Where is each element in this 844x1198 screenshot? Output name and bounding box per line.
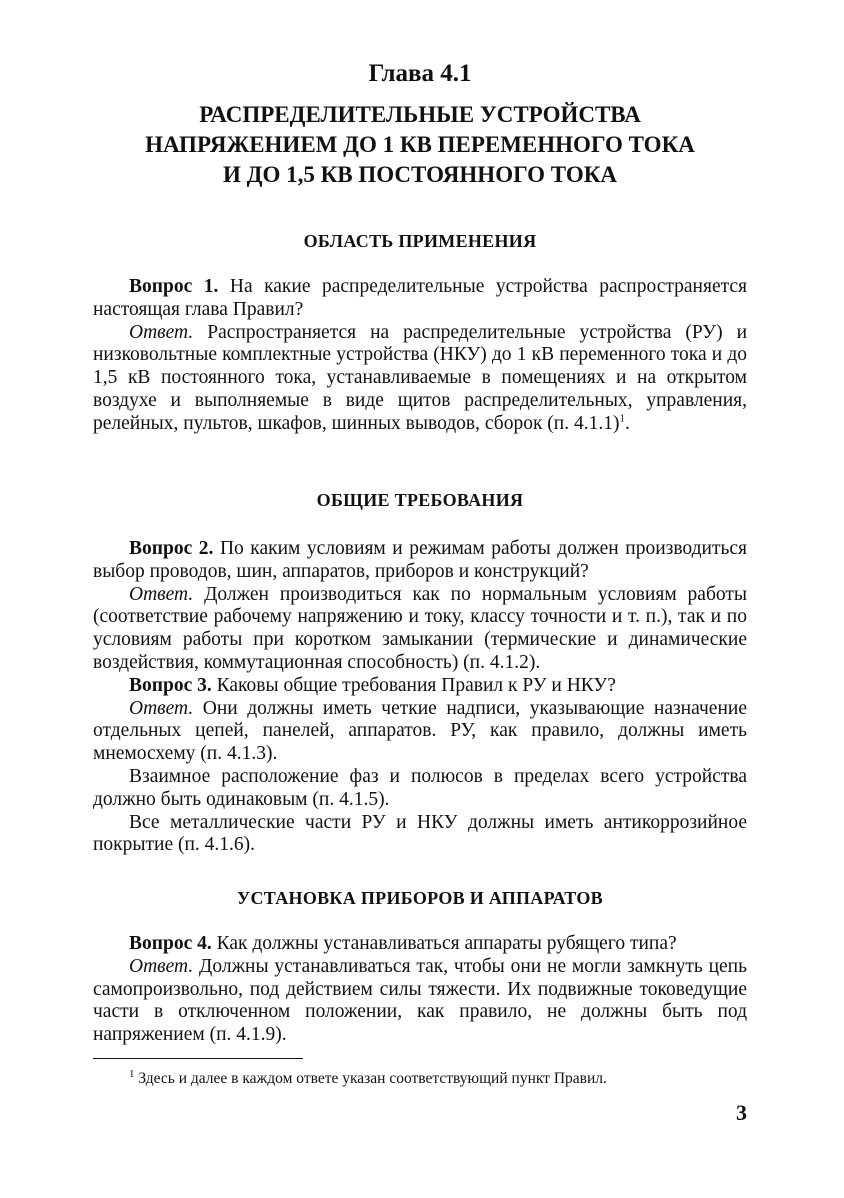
chapter-title-line: НАПРЯЖЕНИЕМ ДО 1 КВ ПЕРЕМЕННОГО ТОКА bbox=[145, 132, 695, 157]
answer-label: Ответ. bbox=[129, 955, 194, 977]
chapter-label: Глава 4.1 bbox=[368, 60, 472, 87]
answer-paragraph bbox=[93, 322, 747, 436]
footnote-divider bbox=[93, 1058, 303, 1059]
footnote-reference: 1 bbox=[619, 412, 625, 425]
answer-text: Они должны иметь четкие надписи, указывающие назначение отдельных цепей, панелей, аппаратов. РУ, как правило, должны иметь мнемосхему (п. 4.1.3). bbox=[93, 697, 747, 765]
question-text: По каким условиям и режимам работы должен производиться выбор проводов, шин, аппаратов, приборов и конструкций? bbox=[93, 538, 747, 582]
question-paragraph bbox=[93, 675, 747, 698]
answer-paragraph bbox=[93, 956, 747, 1047]
question-label: Вопрос 1. bbox=[129, 276, 219, 297]
answer-text: Должны устанавливаться так, чтобы они не могли замкнуть цепь самопроизвольно, под действием силы тяжести. Их подвижные токоведущие части в отключенном положении, как правило, не должны быть под напряжением (п. 4.1.9). bbox=[93, 955, 747, 1046]
question-paragraph bbox=[93, 538, 747, 584]
footnote-text: Здесь и далее в каждом ответе указан соответствующий пункт Правил. bbox=[134, 1070, 607, 1087]
question-paragraph bbox=[93, 276, 747, 322]
question-text: Каковы общие требования Правил к РУ и НКУ? bbox=[211, 674, 616, 696]
body-paragraph bbox=[93, 812, 747, 858]
section-heading-scope: ОБЛАСТЬ ПРИМЕНЕНИЯ bbox=[303, 231, 537, 251]
body-paragraph bbox=[93, 766, 747, 812]
answer-tail: . bbox=[624, 412, 630, 434]
answer-label: Ответ. bbox=[129, 583, 194, 605]
question-paragraph bbox=[93, 933, 747, 956]
answer-paragraph bbox=[93, 584, 747, 675]
paragraph-text: Все металлические части РУ и НКУ должны иметь антикоррозийное покрытие (п. 4.1.6). bbox=[93, 811, 747, 856]
question-text: На какие распределительные устройства распространяется настоящая глава Правил? bbox=[93, 276, 747, 320]
question-label: Вопрос 2. bbox=[129, 538, 214, 559]
chapter-title-line: РАСПРЕДЕЛИТЕЛЬНЫЕ УСТРОЙСТВА bbox=[199, 102, 641, 127]
section-body-general bbox=[93, 538, 747, 857]
question-text: Как должны устанавливаться аппараты рубящего типа? bbox=[211, 933, 677, 954]
section-heading-installation: УСТАНОВКА ПРИБОРОВ И АППАРАТОВ bbox=[237, 888, 603, 908]
paragraph-text: Взаимное расположение фаз и полюсов в пределах всего устройства должно быть одинаковым (п. 4.1.5). bbox=[93, 765, 747, 810]
footnote-marker: 1 bbox=[129, 1067, 135, 1080]
answer-label: Ответ. bbox=[129, 697, 194, 719]
answer-paragraph bbox=[93, 698, 747, 766]
question-label: Вопрос 3. bbox=[129, 674, 212, 696]
footnote bbox=[129, 1067, 747, 1088]
section-body-scope bbox=[93, 276, 747, 436]
section-body-installation bbox=[93, 933, 747, 1047]
answer-text: Должен производиться как по нормальным условиям работы (соответствие рабочему напряжению и току, классу точности и т. п.), так и по условиям работы при коротком замыкании (термические и динамические воздействия, коммутационная способность) (п. 4.1.2). bbox=[93, 583, 747, 673]
page-number: 3 bbox=[736, 1100, 747, 1125]
section-heading-general: ОБЩИЕ ТРЕБОВАНИЯ bbox=[316, 490, 524, 510]
chapter-title-line: И ДО 1,5 КВ ПОСТОЯННОГО ТОКА bbox=[222, 162, 618, 187]
question-label: Вопрос 4. bbox=[129, 933, 212, 954]
answer-text: Распространяется на распределительные устройства (РУ) и низковольтные комплектные устройства (НКУ) до 1 кВ переменного тока и до 1,5 кВ постоянного тока, устанавливаемые в помещениях и на открытом воздухе и выполняемые в виде щитов распределительных, управления, релейных, пультов, шкафов, шинных выводов, сборок (п. 4.1.1) bbox=[93, 321, 747, 434]
answer-label: Ответ. bbox=[129, 321, 194, 343]
chapter-title bbox=[93, 100, 747, 190]
